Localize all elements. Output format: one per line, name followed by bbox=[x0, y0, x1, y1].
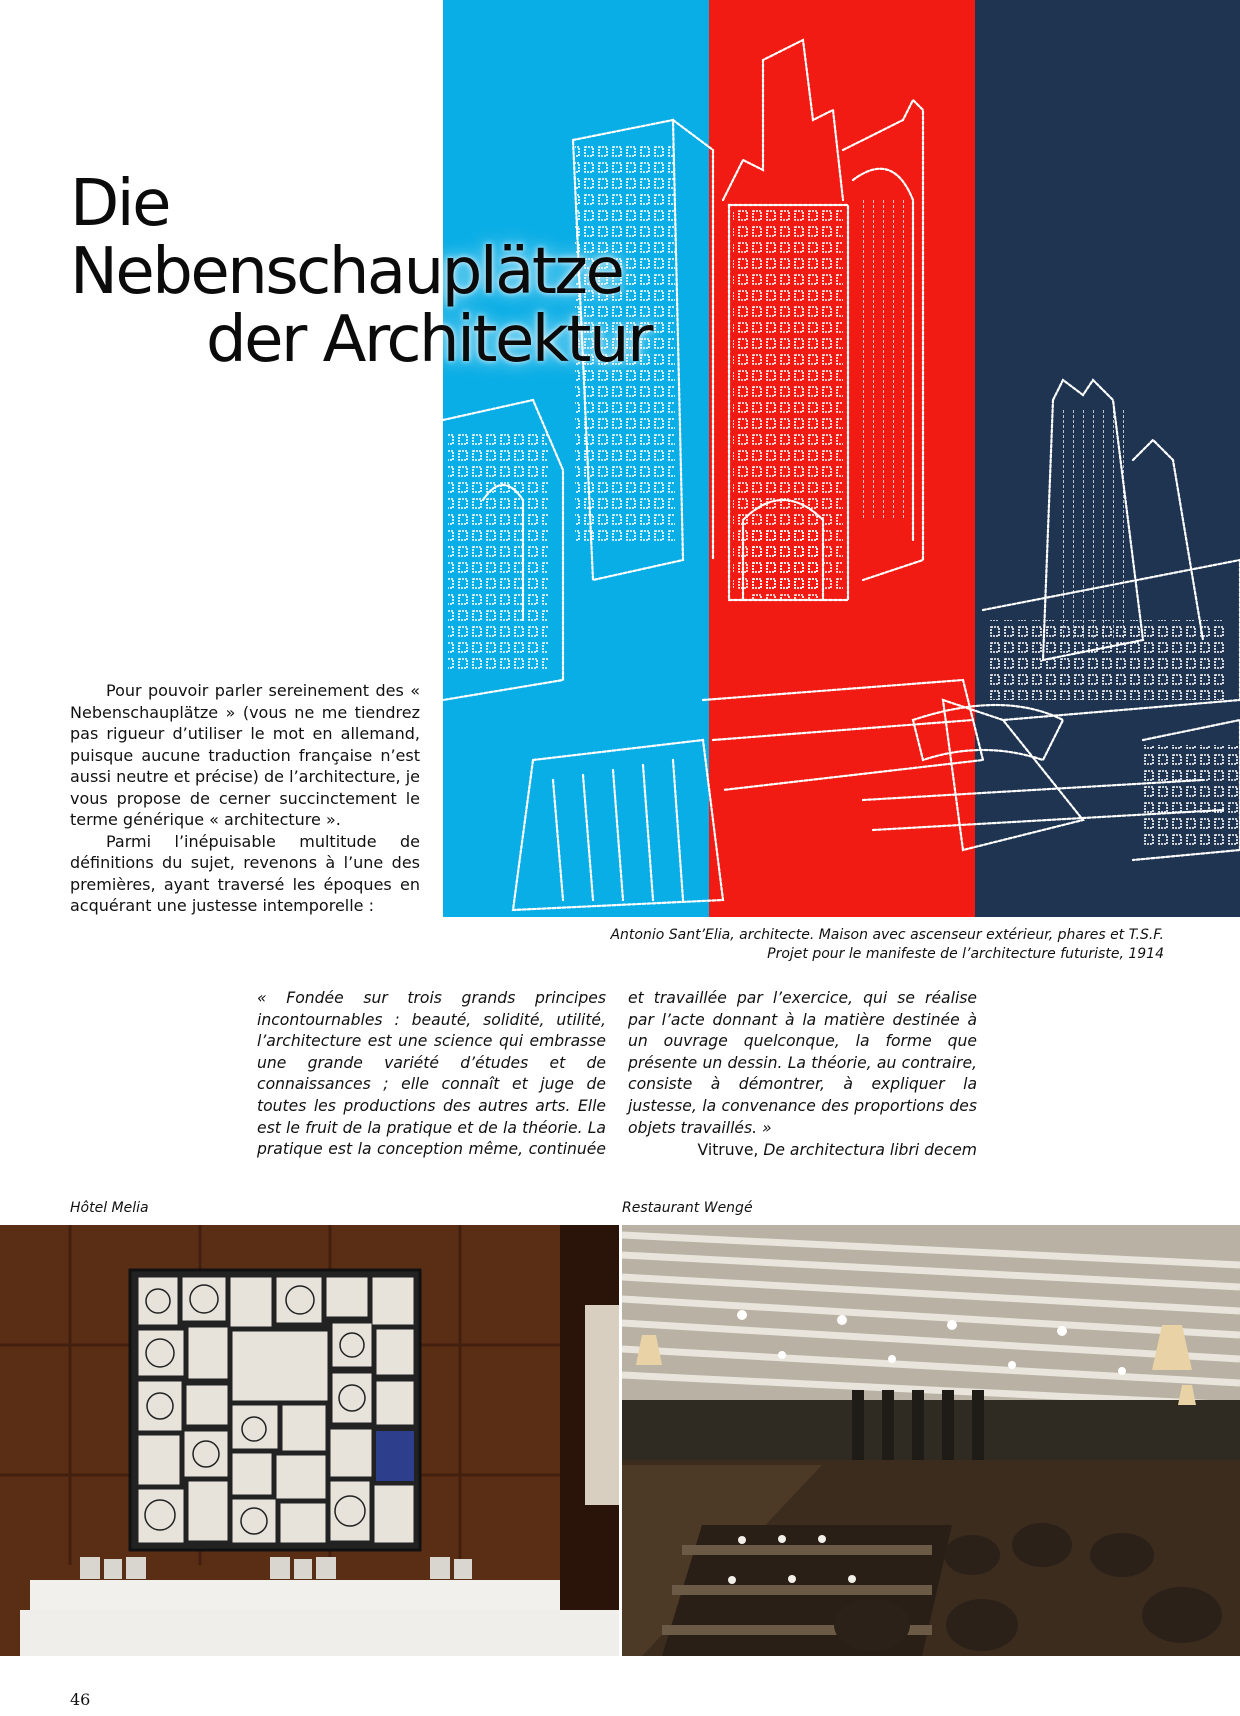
title-line-2: Nebenschauplätze bbox=[70, 235, 623, 309]
vitruvius-quote bbox=[257, 988, 977, 1161]
hero-caption-line-2: Projet pour le manifeste de l’architecture futuriste, 1914 bbox=[767, 946, 1164, 962]
quote-work: De architectura libri decem bbox=[763, 1141, 977, 1159]
hero-caption bbox=[464, 926, 1164, 964]
title-line-3: der Architektur bbox=[206, 303, 651, 377]
title-line-1: Die bbox=[70, 167, 169, 241]
futurist-building-drawing bbox=[443, 0, 1240, 917]
article-title bbox=[70, 167, 651, 377]
hotel-interior-image bbox=[0, 1225, 619, 1656]
photo-label-hotel: Hôtel Melia bbox=[70, 1200, 149, 1216]
hero-caption-line-1: Antonio Sant’Elia, architecte. Maison avec ascenseur extérieur, phares et T.S.F. bbox=[610, 927, 1164, 943]
restaurant-interior-image bbox=[622, 1225, 1240, 1656]
quote-attribution bbox=[698, 1141, 977, 1159]
photo-label-restaurant: Restaurant Wengé bbox=[622, 1200, 753, 1216]
intro-paragraph-1: Pour pouvoir parler sereinement des « Nebenschauplätze » (vous ne me tiendrez pas rigueur d’utiliser le mot en allemand, puisque aucune traduction française n’est aussi neutre et précise) de l’architecture, je vous propose de cerner succinctement le terme générique « architecture ». bbox=[70, 681, 420, 829]
intro-paragraph-2: Parmi l’inépuisable multitude de définitions du sujet, revenons à l’une des premières, ayant traversé les époques en acquérant une justesse intemporelle : bbox=[70, 831, 420, 915]
quote-author: Vitruve, bbox=[697, 1141, 759, 1159]
hero-illustration bbox=[443, 0, 1240, 917]
quote-text: « Fondée sur trois grands principes incontournables : beauté, solidité, utilité, l’architecture est une science qui embrasse une grande variété d’études et de connaissances ; elle connaît et juge de toutes les productions des autres arts. Elle est le fruit de la pratique et de la théorie. La pratique est la conception même, continuée et travaillée par l’exercice, qui se réalise par l’acte donnant à la matière destinée à un ouvrage quelconque, la forme que présente un dessin. La théorie, au contraire, consiste à démontrer, à expliquer la justesse, la convenance des proportions des objets travaillés. » bbox=[257, 989, 977, 1159]
hotel-photo bbox=[0, 1225, 619, 1656]
page-number: 46 bbox=[70, 1690, 91, 1709]
intro-text bbox=[70, 680, 420, 917]
restaurant-photo bbox=[622, 1225, 1240, 1656]
